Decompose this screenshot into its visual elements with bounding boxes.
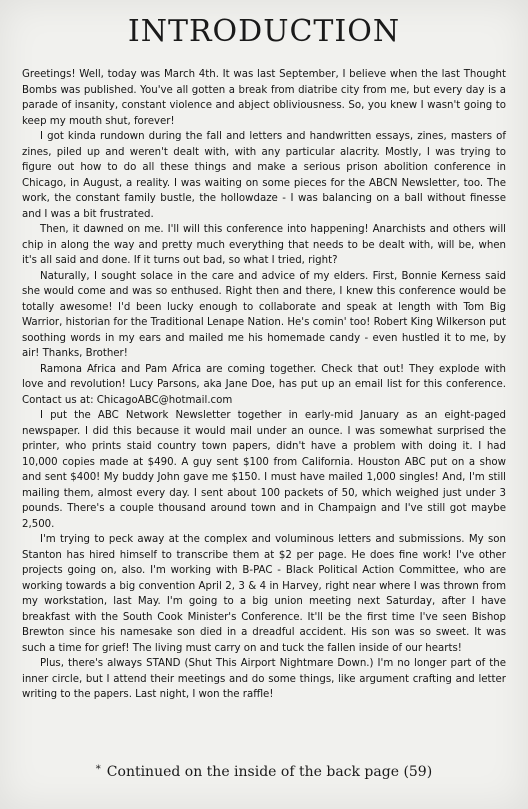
- page-title: INTRODUCTION: [127, 14, 401, 49]
- asterisk-mark: *: [95, 764, 101, 775]
- paragraph: I got kinda rundown during the fall and letters and handwritten essays, zines, masters of zines, piled up and weren't dealt with, with any particular alacrity. Mostly, I was trying to figure out how to do all these things and make a serious prison abolition conference in Chicago, in August, a reality. I was waiting on some pieces for the ABCN Newsletter, too. The work, the constant family bustle, the hollowdaze - I was balancing on a ball without finesse and I was a bit frustrated.: [22, 131, 506, 220]
- continued-note: [0, 764, 528, 780]
- paragraph: Naturally, I sought solace in the care and advice of my elders. First, Bonnie Kerness said she would come and was so enthused. Right then and there, I knew this conference would be totally awesome! I'd been lucky enough to collaborate and speak at length with Tom Big Warrior, historian for the Traditional Lenape Nation. He's comin' too! Robert King Wilkerson put soothing words in my ears and mailed me his homemade candy - even hustled it to me, by air! Thanks, Brother!: [22, 270, 506, 359]
- paragraph: Then, it dawned on me. I'll will this conference into happening! Anarchists and others will chip in along the way and pretty much everything that needs to be dealt with, will be, when it's all said and done. If it turns out bad, so what I tried, right?: [22, 224, 506, 266]
- paragraph: Ramona Africa and Pam Africa are coming together. Check that out! They explode with love and revolution! Lucy Parsons, aka Jane Doe, has put up an email list for this conference. Contact us at: ChicagoABC@hotmail.com: [22, 363, 506, 406]
- paragraph: Greetings! Well, today was March 4th. It was last September, I believe when the last Thought Bombs was published. You've all gotten a break from diatribe city from me, but every day is a parade of insanity, constant violence and abject obliviousness. So, you knew I wasn't going to keep my mouth shut, forever!: [22, 69, 506, 127]
- continued-text: Continued on the inside of the back page (59): [106, 764, 433, 780]
- paragraph: I'm trying to peck away at the complex and voluminous letters and submissions. My son Stanton has hired himself to transcribe them at $2 per page. He does fine work! I've other projects going on, also. I'm working with B-PAC - Black Political Action Committee, who are working towards a big convention April 2, 3 & 4 in Harvey, right near where I was thrown from my workstation, last May. I'm going to a big union meeting next Saturday, after I have breakfast with the South Cook Minister's Conference. It'll be the first time I've seen Bishop Brewton since his namesake son died in a dreadful accident. His son was so sweet. It was such a time for grief! The living must carry on and tuck the fallen inside of our hearts!: [22, 534, 506, 654]
- article-body: [22, 67, 506, 703]
- paragraph: I put the ABC Network Newsletter together in early-mid January as an eight-paged newspaper. I did this because it would mail under an ounce. I was somewhat surprised the printer, who prints staid country town papers, didn't have a problem with doing it. I had 10,000 copies made at $490. A guy sent $100 from California. Houston ABC put on a show and sent $400! My buddy John gave me $150. I must have mailed 1,000 singles! And, I'm still mailing them, almost every day. I sent about 100 packets of 50, which weighed just under 3 pounds. There's a couple thousand around town and in Champaign and I've still got maybe 2,500.: [22, 410, 506, 530]
- paragraph: Plus, there's always STAND (Shut This Airport Nightmare Down.) I'm no longer part of the inner circle, but I attend their meetings and do some things, like argument crafting and letter writing to the papers. Last night, I won the raffle!: [22, 658, 506, 700]
